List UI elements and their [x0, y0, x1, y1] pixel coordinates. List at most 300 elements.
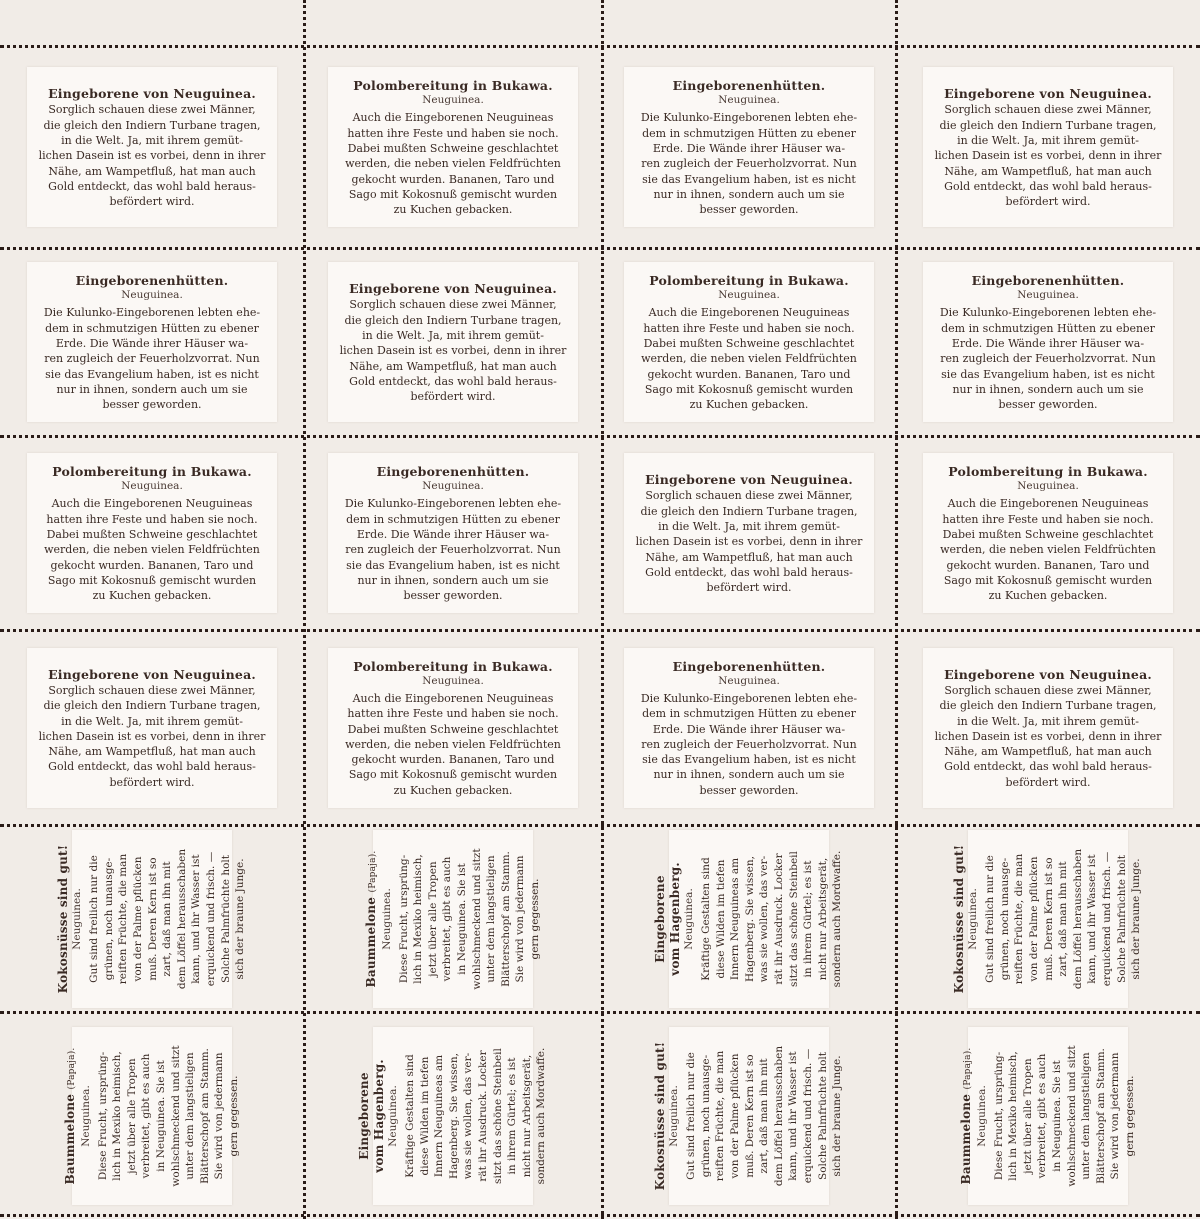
text-line: zart, daß man ihn mit — [161, 860, 174, 977]
text-line: sondern auch Mordwaffe. — [831, 850, 844, 987]
stamp-card-rotated — [357, 1027, 548, 1205]
text-line: besser geworden. — [102, 398, 202, 412]
text-line: hatten ihre Feste und haben sie noch. — [46, 512, 258, 526]
stamp-cell — [602, 46, 896, 248]
text-line: Auch die Eingeborenen Neuguineas — [648, 306, 850, 320]
stamp-text — [39, 683, 266, 790]
stamp-card — [923, 453, 1173, 613]
stamp-text — [699, 850, 845, 987]
text-line: Dabei mußten Schweine geschlachtet — [942, 528, 1154, 542]
text-line: dem in schmutzigen Hütten zu ebener — [642, 126, 856, 140]
text-line: verbreitet, gibt es auch — [441, 856, 454, 981]
text-line: Solche Palmfrüchte holt — [1115, 854, 1128, 983]
stamp-title: Eingeborenenhütten. — [672, 658, 826, 674]
text-line: muß. Deren Kern ist so — [1042, 856, 1055, 981]
text-line: von der Palme pflücken — [132, 855, 145, 982]
text-line: lichen Dasein ist es vorbei, denn in ihrer — [934, 149, 1162, 163]
text-line: unter dem langstieligen — [1080, 1051, 1093, 1180]
text-line: nur in ihnen, sondern auch um sie — [653, 768, 845, 782]
stamp-title: Polombereitung in Bukawa. — [52, 464, 252, 480]
stamp-cell — [304, 630, 602, 825]
text-line: die gleich den Indiern Turbane tragen, — [939, 699, 1157, 713]
stamp-text — [684, 1045, 845, 1185]
text-line: Hagenberg. Sie wissen, — [743, 855, 756, 982]
text-line: unter dem langstieligen — [184, 1051, 197, 1180]
text-line: ren zugleich der Feuerholzvorrat. Nun — [940, 352, 1156, 366]
text-line: Die Kulunko-Eingeborenen lebten ehe- — [939, 306, 1157, 320]
stamp-text — [940, 305, 1156, 412]
stamp-card — [624, 67, 874, 227]
text-line: Die Kulunko-Eingeborenen lebten ehe- — [43, 306, 261, 320]
stamp-title — [959, 1047, 976, 1184]
text-line: befördert wird. — [1005, 195, 1091, 209]
text-line: die gleich den Indiern Turbane tragen, — [640, 504, 858, 518]
stamp-title-note: (Papaja). — [962, 1047, 973, 1089]
stamp-subtitle: Neuguinea. — [718, 94, 780, 107]
text-line: wohlschmeckend und sitzt — [470, 847, 483, 990]
stamp-subtitle: Neuguinea. — [422, 674, 484, 687]
text-line: lichen Dasein ist es vorbei, denn in ihrer — [934, 729, 1162, 743]
text-line: Sie wird von jedermann — [213, 1051, 226, 1180]
text-line: Kräftige Gestalten sind — [404, 1053, 417, 1178]
text-line: lichen Dasein ist es vorbei, denn in ihrer — [635, 535, 863, 549]
text-line: Gold entdeckt, das wohl bald heraus- — [944, 179, 1152, 193]
rotated-text-block — [952, 830, 1143, 1008]
stamp-cell — [896, 630, 1200, 825]
text-line: Auch die Eingeborenen Neuguineas — [352, 111, 554, 125]
text-line: sie das Evangelium haben, ist es nicht — [346, 558, 560, 572]
text-line: besser geworden. — [403, 589, 503, 603]
text-line: Dabei mußten Schweine geschlachtet — [643, 337, 855, 351]
text-line: sitzt das schöne Steinbeil — [491, 1047, 504, 1184]
text-line: in ihrem Gürtel; es ist — [506, 1057, 519, 1174]
stamp-card-rotated — [653, 1027, 844, 1205]
text-line: was sie wollen, das ver- — [462, 1052, 475, 1179]
text-line: hatten ihre Feste und haben sie noch. — [347, 707, 559, 721]
text-line: Nähe, am Wampetfluß, hat man auch — [944, 745, 1152, 759]
rotated-text-block — [958, 1027, 1136, 1205]
stamp-text — [345, 691, 561, 798]
stamp-subtitle: Neuguinea. — [387, 1084, 400, 1147]
text-line: ren zugleich der Feuerholzvorrat. Nun — [641, 157, 857, 171]
text-line: in die Welt. Ja, mit ihrem gemüt- — [61, 134, 243, 148]
stamp-text — [39, 102, 266, 209]
text-line: Innern Neuguineas am — [433, 1054, 446, 1177]
text-line: die gleich den Indiern Turbane tragen, — [43, 699, 261, 713]
stamp-text — [403, 1047, 549, 1184]
text-line: grünen, noch unausge- — [699, 1054, 712, 1177]
text-line: befördert wird. — [109, 195, 195, 209]
stamp-title-line-2: vom Hagenberg. — [372, 1058, 387, 1173]
stamp-cell — [896, 825, 1200, 1012]
text-line: gern gegessen. — [227, 1074, 240, 1157]
stamp-subtitle: Neuguinea. — [683, 887, 696, 950]
stamp-text — [940, 496, 1156, 603]
text-line: verbreitet, gibt es auch — [1036, 1053, 1049, 1178]
stamp-card — [328, 262, 578, 422]
stamp-cell — [896, 1012, 1200, 1219]
text-line: sich der braune Junge. — [234, 857, 247, 980]
text-line: reiften Früchte, die man — [714, 1050, 727, 1181]
stamp-cell — [0, 630, 304, 825]
text-line: hatten ihre Feste und haben sie noch. — [643, 321, 855, 335]
stamp-cell — [896, 436, 1200, 630]
stamp-title — [63, 1047, 80, 1184]
text-line: besser geworden. — [699, 783, 799, 797]
stamp-text — [87, 848, 248, 988]
text-line: Auch die Eingeborenen Neuguineas — [352, 691, 554, 705]
text-line: Sie wird von jedermann — [514, 854, 527, 983]
text-line: in die Welt. Ja, mit ihrem gemüt- — [957, 134, 1139, 148]
rotated-text-block — [653, 1027, 844, 1205]
text-line: grünen, noch unausge- — [102, 857, 115, 980]
text-line: sich der braune Junge. — [831, 1054, 844, 1177]
stamp-text — [44, 496, 260, 603]
stamp-cell — [0, 248, 304, 436]
text-line: Diese Frucht, ursprüng- — [96, 1051, 109, 1180]
stamp-title: Eingeborene von Neuguinea. — [48, 666, 256, 682]
text-line: Sie wird von jedermann — [1109, 1051, 1122, 1180]
stamp-card-rotated — [56, 830, 247, 1008]
stamp-title: Eingeborene von Neuguinea. — [944, 86, 1152, 102]
stamp-title: Polombereitung in Bukawa. — [353, 658, 553, 674]
text-line: Erde. Die Wände ihrer Häuser wa- — [55, 337, 249, 351]
stamp-cell — [304, 436, 602, 630]
stamp-card — [923, 262, 1173, 422]
stamp-title: Polombereitung in Bukawa. — [649, 273, 849, 289]
text-line: Gold entdeckt, das wohl bald heraus- — [48, 760, 256, 774]
text-line: lichen Dasein ist es vorbei, denn in ihrer — [339, 344, 567, 358]
text-line: Gut sind freilich nur die — [685, 1051, 698, 1180]
rotated-text-block — [357, 1027, 548, 1205]
stamp-subtitle: Neuguinea. — [79, 1084, 92, 1147]
text-line: werden, die neben vielen Feldfrüchten — [44, 543, 260, 557]
text-line: dem Löffel herausschaben — [175, 848, 188, 989]
text-line: Sago mit Kokosnuß gemischt wurden — [348, 187, 558, 201]
text-line: Erde. Die Wände ihrer Häuser wa- — [652, 142, 846, 156]
text-line: dem Löffel herausschaben — [772, 1045, 785, 1186]
text-line: Blätterschopf am Stamm. — [499, 850, 512, 987]
text-line: Sorglich schauen diese zwei Männer, — [48, 103, 256, 117]
text-line: in die Welt. Ja, mit ihrem gemüt- — [957, 714, 1139, 728]
stamp-text — [935, 102, 1162, 209]
stamp-title-text: Eingeborene — [653, 874, 668, 963]
text-line: Solche Palmfrüchte holt — [219, 854, 232, 983]
text-line: muß. Deren Kern ist so — [743, 1053, 756, 1178]
text-line: sie das Evangelium haben, ist es nicht — [642, 753, 856, 767]
stamp-title: Eingeborenenhütten. — [75, 273, 229, 289]
text-line: befördert wird. — [706, 581, 792, 595]
text-line: lich in Mexiko heimisch, — [1007, 1050, 1020, 1181]
text-line: Solche Palmfrüchte holt — [816, 1051, 829, 1180]
text-line: dem in schmutzigen Hütten zu ebener — [346, 512, 560, 526]
text-line: von der Palme pflücken — [729, 1052, 742, 1179]
text-line: gekocht wurden. Bananen, Taro und — [647, 367, 851, 381]
text-line: in die Welt. Ja, mit ihrem gemüt- — [362, 329, 544, 343]
rotated-text-block — [62, 1027, 240, 1205]
stamp-subtitle: Neuguinea. — [718, 674, 780, 687]
text-line: wohlschmeckend und sitzt — [169, 1044, 182, 1187]
stamp-title — [364, 850, 381, 987]
text-line: dem Löffel herausschaben — [1071, 848, 1084, 989]
stamp-cell — [896, 46, 1200, 248]
stamp-title: Polombereitung in Bukawa. — [948, 464, 1148, 480]
stamp-card-rotated — [62, 1027, 240, 1205]
text-line: Gut sind freilich nur die — [88, 854, 101, 983]
text-line: kann, und ihr Wasser ist — [190, 853, 203, 984]
text-line: Erde. Die Wände ihrer Häuser wa- — [652, 722, 846, 736]
text-line: Innern Neuguineas am — [729, 857, 742, 980]
text-line: hatten ihre Feste und haben sie noch. — [347, 126, 559, 140]
stamp-cell — [304, 248, 602, 436]
text-line: in Neuguinea. Sie ist — [455, 862, 468, 975]
text-line: Dabei mußten Schweine geschlachtet — [347, 142, 559, 156]
stamp-cell — [0, 436, 304, 630]
stamp-title: Eingeborene von Neuguinea. — [349, 281, 557, 297]
text-line: Die Kulunko-Eingeborenen lebten ehe- — [640, 111, 858, 125]
stamp-title-note: (Papaja). — [367, 850, 378, 892]
text-line: lich in Mexiko heimisch, — [111, 1050, 124, 1181]
stamp-title — [56, 844, 71, 993]
text-line: wohlschmeckend und sitzt — [1065, 1044, 1078, 1187]
stamp-card — [27, 67, 277, 227]
stamp-title-text: Kokosnüsse sind gut! — [952, 844, 967, 993]
text-line: jetzt über alle Tropen — [1021, 1057, 1034, 1174]
stamp-card — [624, 453, 874, 613]
text-line: hatten ihre Feste und haben sie noch. — [942, 512, 1154, 526]
stamp-title-note: (Papaja). — [66, 1047, 77, 1089]
stamp-text — [96, 1045, 242, 1186]
stamp-subtitle: Neuguinea. — [1017, 289, 1079, 302]
text-line: Auch die Eingeborenen Neuguineas — [51, 497, 253, 511]
stamp-cell — [602, 825, 896, 1012]
stamp-card — [27, 453, 277, 613]
text-line: Nähe, am Wampetfluß, hat man auch — [349, 359, 557, 373]
text-line: in die Welt. Ja, mit ihrem gemüt- — [658, 520, 840, 534]
text-line: nur in ihnen, sondern auch um sie — [653, 187, 845, 201]
text-line: erquickend und frisch. — — [1100, 851, 1113, 986]
stamp-card — [923, 648, 1173, 808]
text-line: sie das Evangelium haben, ist es nicht — [642, 172, 856, 186]
stamp-card — [923, 67, 1173, 227]
text-line: Diese Frucht, ursprüng- — [397, 854, 410, 983]
stamp-text — [992, 1045, 1138, 1186]
stamp-card-rotated — [653, 830, 844, 1008]
text-line: rät ihr Ausdruck. Locker — [477, 1049, 489, 1182]
text-line: erquickend und frisch. — — [801, 1048, 814, 1183]
text-line: besser geworden. — [998, 398, 1098, 412]
text-line: Sago mit Kokosnuß gemischt wurden — [348, 768, 558, 782]
text-line: Hagenberg. Sie wissen, — [447, 1052, 460, 1179]
text-line: Sorglich schauen diese zwei Männer, — [944, 683, 1152, 697]
stamp-card-rotated — [363, 830, 541, 1008]
text-line: Gold entdeckt, das wohl bald heraus- — [48, 179, 256, 193]
text-line: sie das Evangelium haben, ist es nicht — [941, 367, 1155, 381]
stamp-title-text: Baummelone — [62, 1093, 77, 1184]
text-line: Sago mit Kokosnuß gemischt wurden — [47, 573, 257, 587]
text-line: gekocht wurden. Bananen, Taro und — [351, 753, 555, 767]
text-line: Auch die Eingeborenen Neuguineas — [947, 497, 1149, 511]
stamp-card — [328, 67, 578, 227]
text-line: werden, die neben vielen Feldfrüchten — [940, 543, 1156, 557]
stamp-title: Eingeborene von Neuguinea. — [645, 472, 853, 488]
text-line: gern gegessen. — [528, 877, 541, 960]
stamp-subtitle: Neuguinea. — [121, 480, 183, 493]
text-line: nicht nur Arbeitsgerät, — [520, 1054, 533, 1177]
stamp-subtitle: Neuguinea. — [1017, 480, 1079, 493]
stamp-cell — [896, 248, 1200, 436]
stamp-subtitle: Neuguinea. — [967, 887, 980, 950]
stamp-card — [27, 648, 277, 808]
text-line: in Neuguinea. Sie ist — [154, 1059, 167, 1172]
rotated-text-block — [56, 830, 247, 1008]
stamp-title-text: Eingeborene — [357, 1071, 372, 1160]
text-line: von der Palme pflücken — [1028, 855, 1041, 982]
text-line: rät ihr Ausdruck. Locker — [773, 852, 785, 985]
text-line: Diese Frucht, ursprüng- — [992, 1051, 1005, 1180]
text-line: die gleich den Indiern Turbane tragen, — [344, 313, 562, 327]
stamp-card — [624, 262, 874, 422]
text-line: zu Kuchen gebacken. — [988, 589, 1108, 603]
text-line: reiften Früchte, die man — [1013, 853, 1026, 984]
text-line: dem in schmutzigen Hütten zu ebener — [941, 321, 1155, 335]
text-line: werden, die neben vielen Feldfrüchten — [345, 737, 561, 751]
text-line: Nähe, am Wampetfluß, hat man auch — [944, 164, 1152, 178]
text-line: die gleich den Indiern Turbane tragen, — [43, 118, 261, 132]
stamp-cell — [0, 46, 304, 248]
stamp-text — [983, 848, 1144, 988]
text-line: werden, die neben vielen Feldfrüchten — [345, 157, 561, 171]
stamp-title: Polombereitung in Bukawa. — [353, 78, 553, 94]
text-line: befördert wird. — [1005, 775, 1091, 789]
stamp-title: Eingeborenenhütten. — [376, 464, 530, 480]
text-line: ren zugleich der Feuerholzvorrat. Nun — [44, 352, 260, 366]
stamp-title: Eingeborene von Neuguinea. — [48, 86, 256, 102]
text-line: werden, die neben vielen Feldfrüchten — [641, 352, 857, 366]
text-line: in Neuguinea. Sie ist — [1050, 1059, 1063, 1172]
text-line: jetzt über alle Tropen — [426, 860, 439, 977]
text-line: gekocht wurden. Bananen, Taro und — [946, 558, 1150, 572]
text-line: Sago mit Kokosnuß gemischt wurden — [943, 573, 1153, 587]
stamp-text — [935, 683, 1162, 790]
text-line: Blätterschopf am Stamm. — [198, 1047, 211, 1184]
text-line: befördert wird. — [109, 775, 195, 789]
text-line: sondern auch Mordwaffe. — [535, 1047, 548, 1184]
text-line: in die Welt. Ja, mit ihrem gemüt- — [61, 714, 243, 728]
stamp-cell — [304, 825, 602, 1012]
stamp-cell — [602, 248, 896, 436]
text-line: lich in Mexiko heimisch, — [412, 853, 425, 984]
stamp-text — [345, 496, 561, 603]
text-line: Blätterschopf am Stamm. — [1094, 1047, 1107, 1184]
text-line: Dabei mußten Schweine geschlachtet — [347, 722, 559, 736]
stamp-subtitle: Neuguinea. — [422, 480, 484, 493]
stamp-title — [357, 1072, 372, 1159]
stamp-cell — [304, 46, 602, 248]
text-line: dem in schmutzigen Hütten zu ebener — [45, 321, 259, 335]
text-line: sitzt das schöne Steinbeil — [787, 850, 800, 987]
text-line: Gold entdeckt, das wohl bald heraus- — [349, 374, 557, 388]
text-line: zart, daß man ihn mit — [758, 1057, 771, 1174]
text-line: Gut sind freilich nur die — [984, 854, 997, 983]
text-line: Nähe, am Wampetfluß, hat man auch — [48, 164, 256, 178]
stamp-text — [641, 691, 857, 798]
text-line: Dabei mußten Schweine geschlachtet — [46, 528, 258, 542]
stamp-cell — [0, 1012, 304, 1219]
text-line: lichen Dasein ist es vorbei, denn in ihrer — [38, 149, 266, 163]
text-line: zu Kuchen gebacken. — [393, 783, 513, 797]
text-line: sie das Evangelium haben, ist es nicht — [45, 367, 259, 381]
text-line: erquickend und frisch. — — [204, 851, 217, 986]
text-line: Erde. Die Wände ihrer Häuser wa- — [356, 528, 550, 542]
stamp-text — [397, 848, 543, 989]
text-line: grünen, noch unausge- — [998, 857, 1011, 980]
stamp-cell — [602, 436, 896, 630]
stamp-title-text: Kokosnüsse sind gut! — [56, 844, 71, 993]
text-line: nicht nur Arbeitsgerät, — [816, 857, 829, 980]
text-line: muß. Deren Kern ist so — [146, 856, 159, 981]
stamp-title: Eingeborenenhütten. — [971, 273, 1125, 289]
text-line: zu Kuchen gebacken. — [92, 589, 212, 603]
text-line: ren zugleich der Feuerholzvorrat. Nun — [345, 543, 561, 557]
text-line: verbreitet, gibt es auch — [140, 1053, 153, 1178]
text-line: nur in ihnen, sondern auch um sie — [56, 382, 248, 396]
text-line: jetzt über alle Tropen — [125, 1057, 138, 1174]
stamp-text — [641, 305, 857, 412]
text-line: kann, und ihr Wasser ist — [787, 1050, 800, 1181]
text-line: Nähe, am Wampetfluß, hat man auch — [645, 550, 853, 564]
stamp-text — [345, 110, 561, 217]
text-line: kann, und ihr Wasser ist — [1086, 853, 1099, 984]
stamp-subtitle: Neuguinea. — [975, 1084, 988, 1147]
stamp-text — [636, 488, 863, 595]
text-line: gern gegessen. — [1123, 1074, 1136, 1157]
stamp-title-text: Kokosnüsse sind gut! — [653, 1041, 668, 1190]
text-line: Sorglich schauen diese zwei Männer, — [48, 683, 256, 697]
stamp-subtitle: Neuguinea. — [668, 1084, 681, 1147]
text-line: dem in schmutzigen Hütten zu ebener — [642, 707, 856, 721]
text-line: nur in ihnen, sondern auch um sie — [952, 382, 1144, 396]
stamp-title — [952, 844, 967, 993]
text-line: diese Wilden im tiefen — [418, 1056, 431, 1175]
text-line: was sie wollen, das ver- — [758, 855, 771, 982]
text-line: zu Kuchen gebacken. — [689, 398, 809, 412]
stamp-subtitle: Neuguinea. — [718, 289, 780, 302]
stamp-cell — [0, 825, 304, 1012]
stamp-card — [328, 648, 578, 808]
text-line: Nähe, am Wampetfluß, hat man auch — [48, 745, 256, 759]
stamp-subtitle: Neuguinea. — [422, 94, 484, 107]
stamp-title: Eingeborene von Neuguinea. — [944, 666, 1152, 682]
stamp-cell — [602, 630, 896, 825]
stamp-card-rotated — [958, 1027, 1136, 1205]
text-line: diese Wilden im tiefen — [714, 859, 727, 978]
text-line: Kräftige Gestalten sind — [700, 856, 713, 981]
stamp-card — [328, 453, 578, 613]
stamp-cell — [304, 1012, 602, 1219]
text-line: Gold entdeckt, das wohl bald heraus- — [944, 760, 1152, 774]
stamp-card — [27, 262, 277, 422]
stamp-title — [653, 875, 668, 962]
text-line: befördert wird. — [410, 390, 496, 404]
stamp-text — [641, 110, 857, 217]
text-line: Sorglich schauen diese zwei Männer, — [349, 298, 557, 312]
text-line: Sorglich schauen diese zwei Männer, — [645, 489, 853, 503]
text-line: gekocht wurden. Bananen, Taro und — [351, 172, 555, 186]
text-line: Die Kulunko-Eingeborenen lebten ehe- — [640, 691, 858, 705]
stamp-title-text: Baummelone — [958, 1093, 973, 1184]
text-line: besser geworden. — [699, 203, 799, 217]
